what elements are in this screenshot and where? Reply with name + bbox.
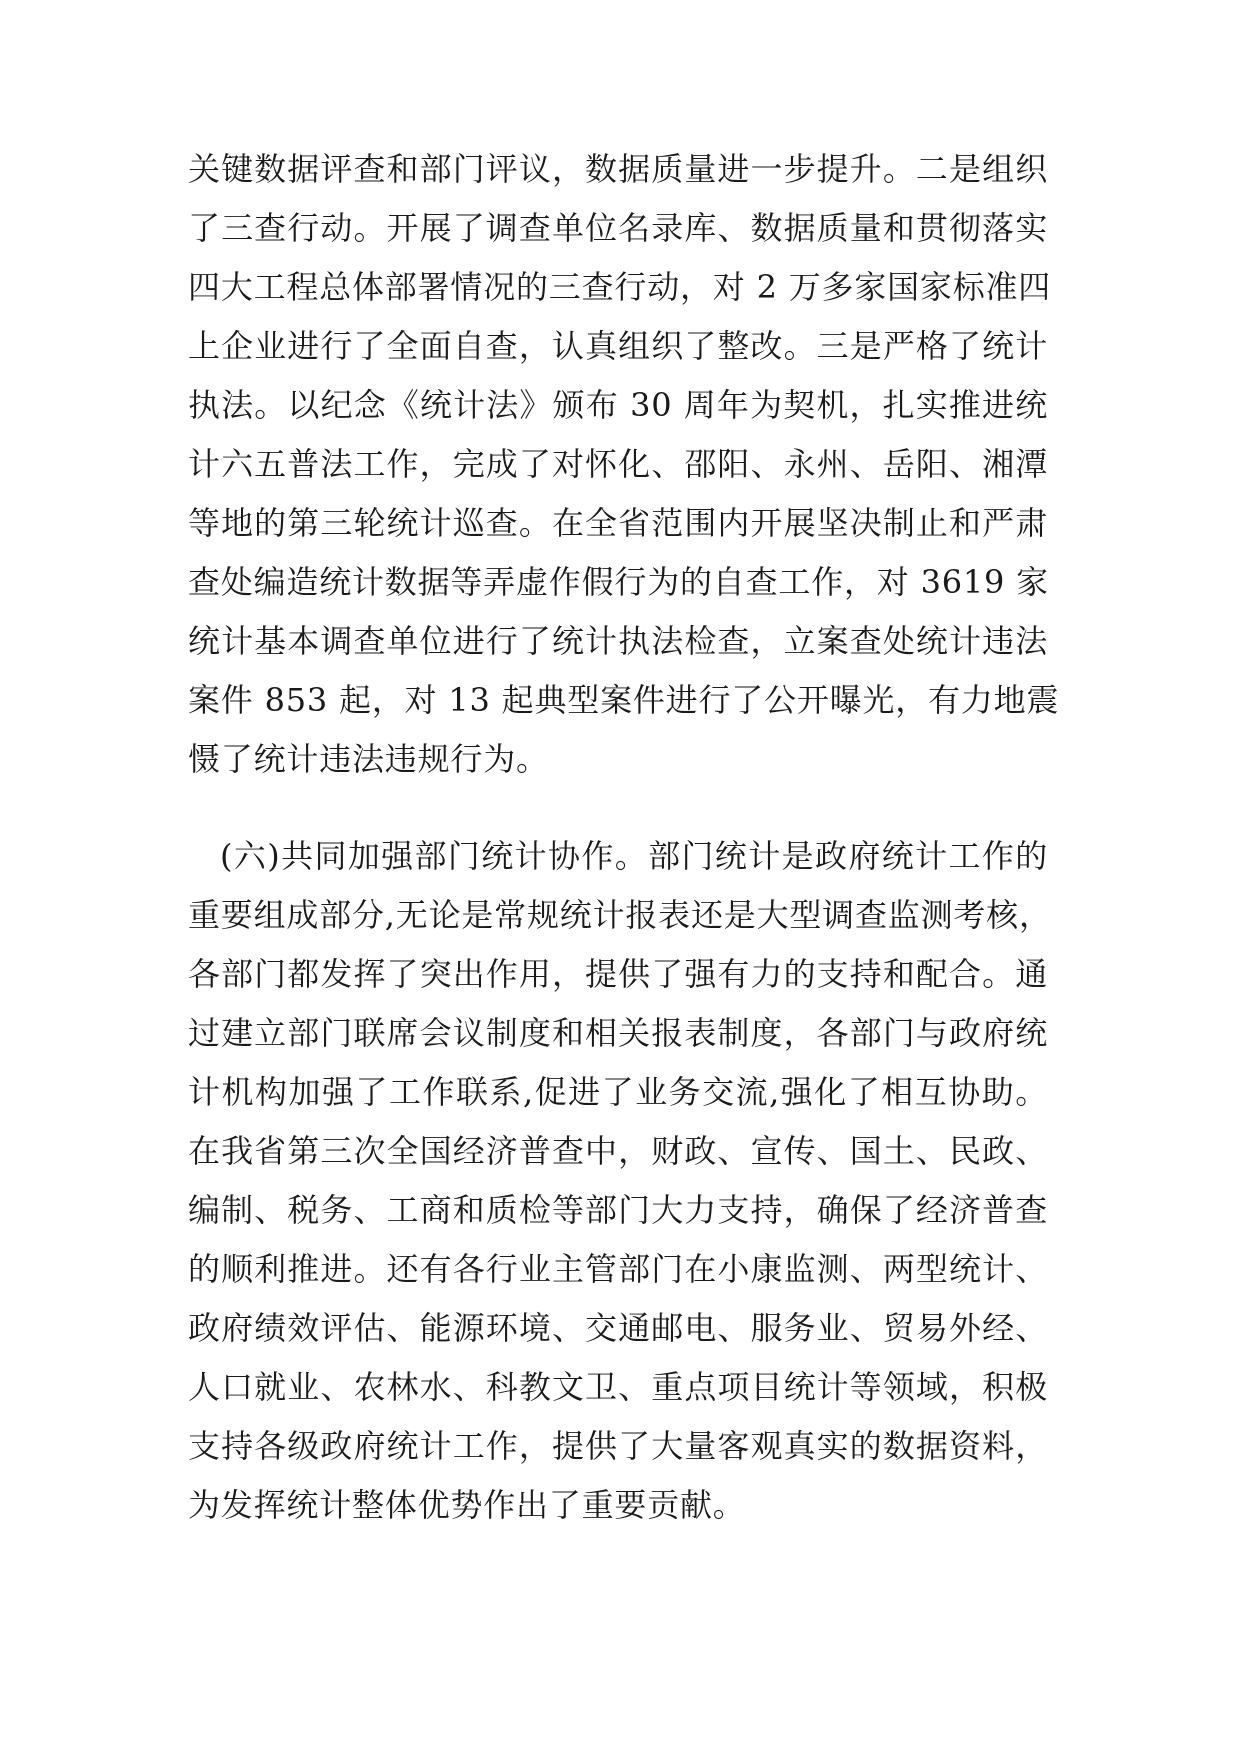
text-line: 上企业进行了全面自查，认真组织了整改。三是严格了统计 — [188, 327, 1048, 365]
text-line: 执法。以纪念《统计法》颁布 30 周年为契机，扎实推进统 — [188, 386, 1048, 424]
text-line: 的顺利推进。还有各行业主管部门在小康监测、两型统计、 — [188, 1250, 1048, 1288]
text-line: 计机构加强了工作联系,促进了业务交流,强化了相互协助。 — [188, 1073, 1048, 1111]
text-line: 过建立部门联席会议制度和相关报表制度，各部门与政府统 — [188, 1014, 1048, 1052]
section-heading-line: (六)共同加强部门统计协作。部门统计是政府统计工作的 — [220, 837, 1048, 875]
text-line: 重要组成部分,无论是常规统计报表还是大型调查监测考核， — [188, 896, 1052, 934]
text-line: 等地的第三轮统计巡查。在全省范围内开展坚决制止和严肃 — [188, 504, 1048, 542]
text-line: 为发挥统计整体优势作出了重要贡献。 — [188, 1486, 746, 1524]
text-line: 人口就业、农林水、科教文卫、重点项目统计等领域，积极 — [188, 1368, 1048, 1406]
text-line: 各部门都发挥了突出作用，提供了强有力的支持和配合。通 — [188, 955, 1048, 993]
text-line: 关键数据评查和部门评议，数据质量进一步提升。二是组织 — [188, 150, 1048, 188]
text-line: 了三查行动。开展了调查单位名录库、数据质量和贯彻落实 — [188, 209, 1048, 247]
text-line: 计六五普法工作，完成了对怀化、邵阳、永州、岳阳、湘潭 — [188, 445, 1048, 483]
text-line: 查处编造统计数据等弄虚作假行为的自查工作，对 3619 家 — [188, 563, 1049, 601]
text-line: 案件 853 起，对 13 起典型案件进行了公开曝光，有力地震 — [188, 681, 1060, 719]
text-line: 编制、税务、工商和质检等部门大力支持，确保了经济普查 — [188, 1191, 1048, 1229]
text-line: 支持各级政府统计工作，提供了大量客观真实的数据资料， — [188, 1427, 1048, 1465]
text-line: 政府绩效评估、能源环境、交通邮电、服务业、贸易外经、 — [188, 1309, 1048, 1347]
text-line: 慑了统计违法违规行为。 — [188, 740, 549, 778]
text-line: 在我省第三次全国经济普查中，财政、宣传、国土、民政、 — [188, 1132, 1048, 1170]
text-line: 四大工程总体部署情况的三查行动，对 2 万多家国家标准四 — [188, 268, 1052, 306]
text-line: 统计基本调查单位进行了统计执法检查，立案查处统计违法 — [188, 622, 1048, 660]
